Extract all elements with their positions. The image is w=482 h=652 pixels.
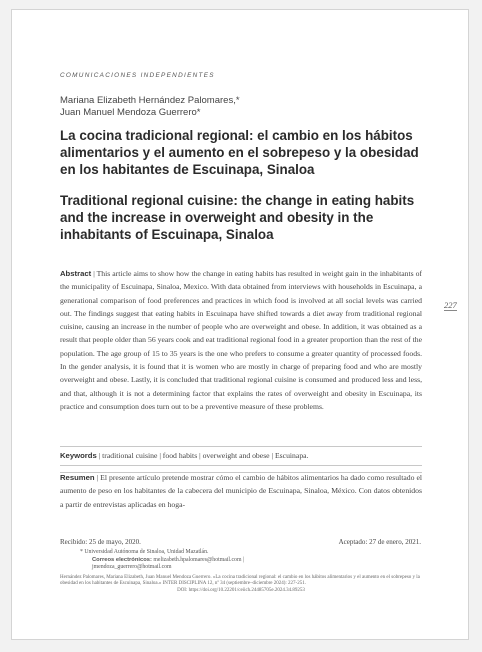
divider [60, 465, 422, 466]
emails-text: melizabeth.hpalomares@hotmail.com | [151, 556, 245, 563]
author-list [60, 95, 400, 118]
doi-link[interactable]: DOI: https://doi.org/10.22201/ceiich.24485705e.2024.34.89253 [177, 587, 305, 593]
resumen-text: | El presente artículo pretende mostrar cómo el cambio de hábitos alimentarios ha dado como resultado el aumento de peso en los habitantes de la cabecera del municipio de Escuinapa, Sinaloa, México. Con datos obtenidos a partir de entrevistas aplicadas en hoga- [60, 473, 422, 509]
abstract-paragraph [60, 267, 422, 413]
title-spanish: La cocina tradicional regional: el cambio en los hábitos alimentarios y el aumento en el sobrepeso y la obesidad en los habitantes de Escuinapa, Sinaloa [60, 128, 419, 177]
section-heading: COMUNICACIONES INDEPENDIENTES [60, 72, 215, 79]
divider [60, 446, 422, 447]
author-1: Mariana Elizabeth Hernández Palomares,* [60, 95, 240, 106]
footnote-block [60, 549, 422, 595]
keywords-text: | traditional cuisine | food habits | overweight and obese | Escuinapa. [96, 451, 309, 460]
resumen-label: Resumen [60, 473, 95, 482]
abstract-text: | This article aims to show how the change in eating habits has resulted in weight gain in the inhabitants of the municipality of Escuinapa, Sinaloa, Mexico. With data obtained from interviews with households in Escuinapa, a generational comparison of food preferences and practices in which food is involved at all social levels was carried out. The findings suggest that eating habits in Escuinapa have shifted towards a diet away from traditional regional cuisine, causing an increase in the number of people who are overweight and obese. In addition, it was obtained as a result that people older than 56 years cook and eat traditional regional food in a greater proportion than the rest of the population. The age group of 15 to 35 years is the one who prefers to consume a greater quantity of processed foods. In the gender analysis, it is found that it is women who are mostly in charge of preparing food and who are mostly overweight and obese. Lastly, it is concluded that traditional regional cuisine is consumed and produced less and less, and that, although it is not a determining factor that explains the rates of overweight and obesity in Escuinapa, its practice and consumption does turn out to be a preventive measure of these problems. [60, 269, 422, 411]
resumen-paragraph [60, 471, 422, 511]
author-2: Juan Manuel Mendoza Guerrero* [60, 106, 201, 118]
citation-note: Hernández Palomares, Mariana Elizabeth, Juan Manuel Mendoza Guerrero. «La cocina tradicional regional: el cambio en los hábitos alimentarios y el aumento en el sobrepeso y la obesidad en los habitantes de Escuinapa, Sinaloa.» INTER DISCIPLINA 12, nº 34 (septiembre–diciembre 2024): 227-251. [60, 574, 420, 587]
title-english: Traditional regional cuisine: the change in eating habits and the increase in overweight and obesity in the inhabitants of Escuinapa, Sinaloa [60, 193, 415, 242]
keywords-line [60, 450, 422, 462]
page-number: 227 [444, 300, 457, 310]
emails-label: Correos electrónicos: [92, 556, 152, 563]
keywords-label: Keywords [60, 451, 97, 460]
emails-line [60, 557, 422, 565]
received-date: Recibido: 25 de mayo, 2020. [60, 538, 141, 546]
accepted-date: Aceptado: 27 de enero, 2021. [338, 538, 421, 546]
document-page [11, 9, 469, 640]
email-2: jmendoza_guerrero@hotmail.com [92, 564, 172, 571]
abstract-label: Abstract [60, 269, 92, 278]
affiliation-note: * Universidad Autónoma de Sinaloa, Unidad Mazatlán. [80, 549, 209, 555]
